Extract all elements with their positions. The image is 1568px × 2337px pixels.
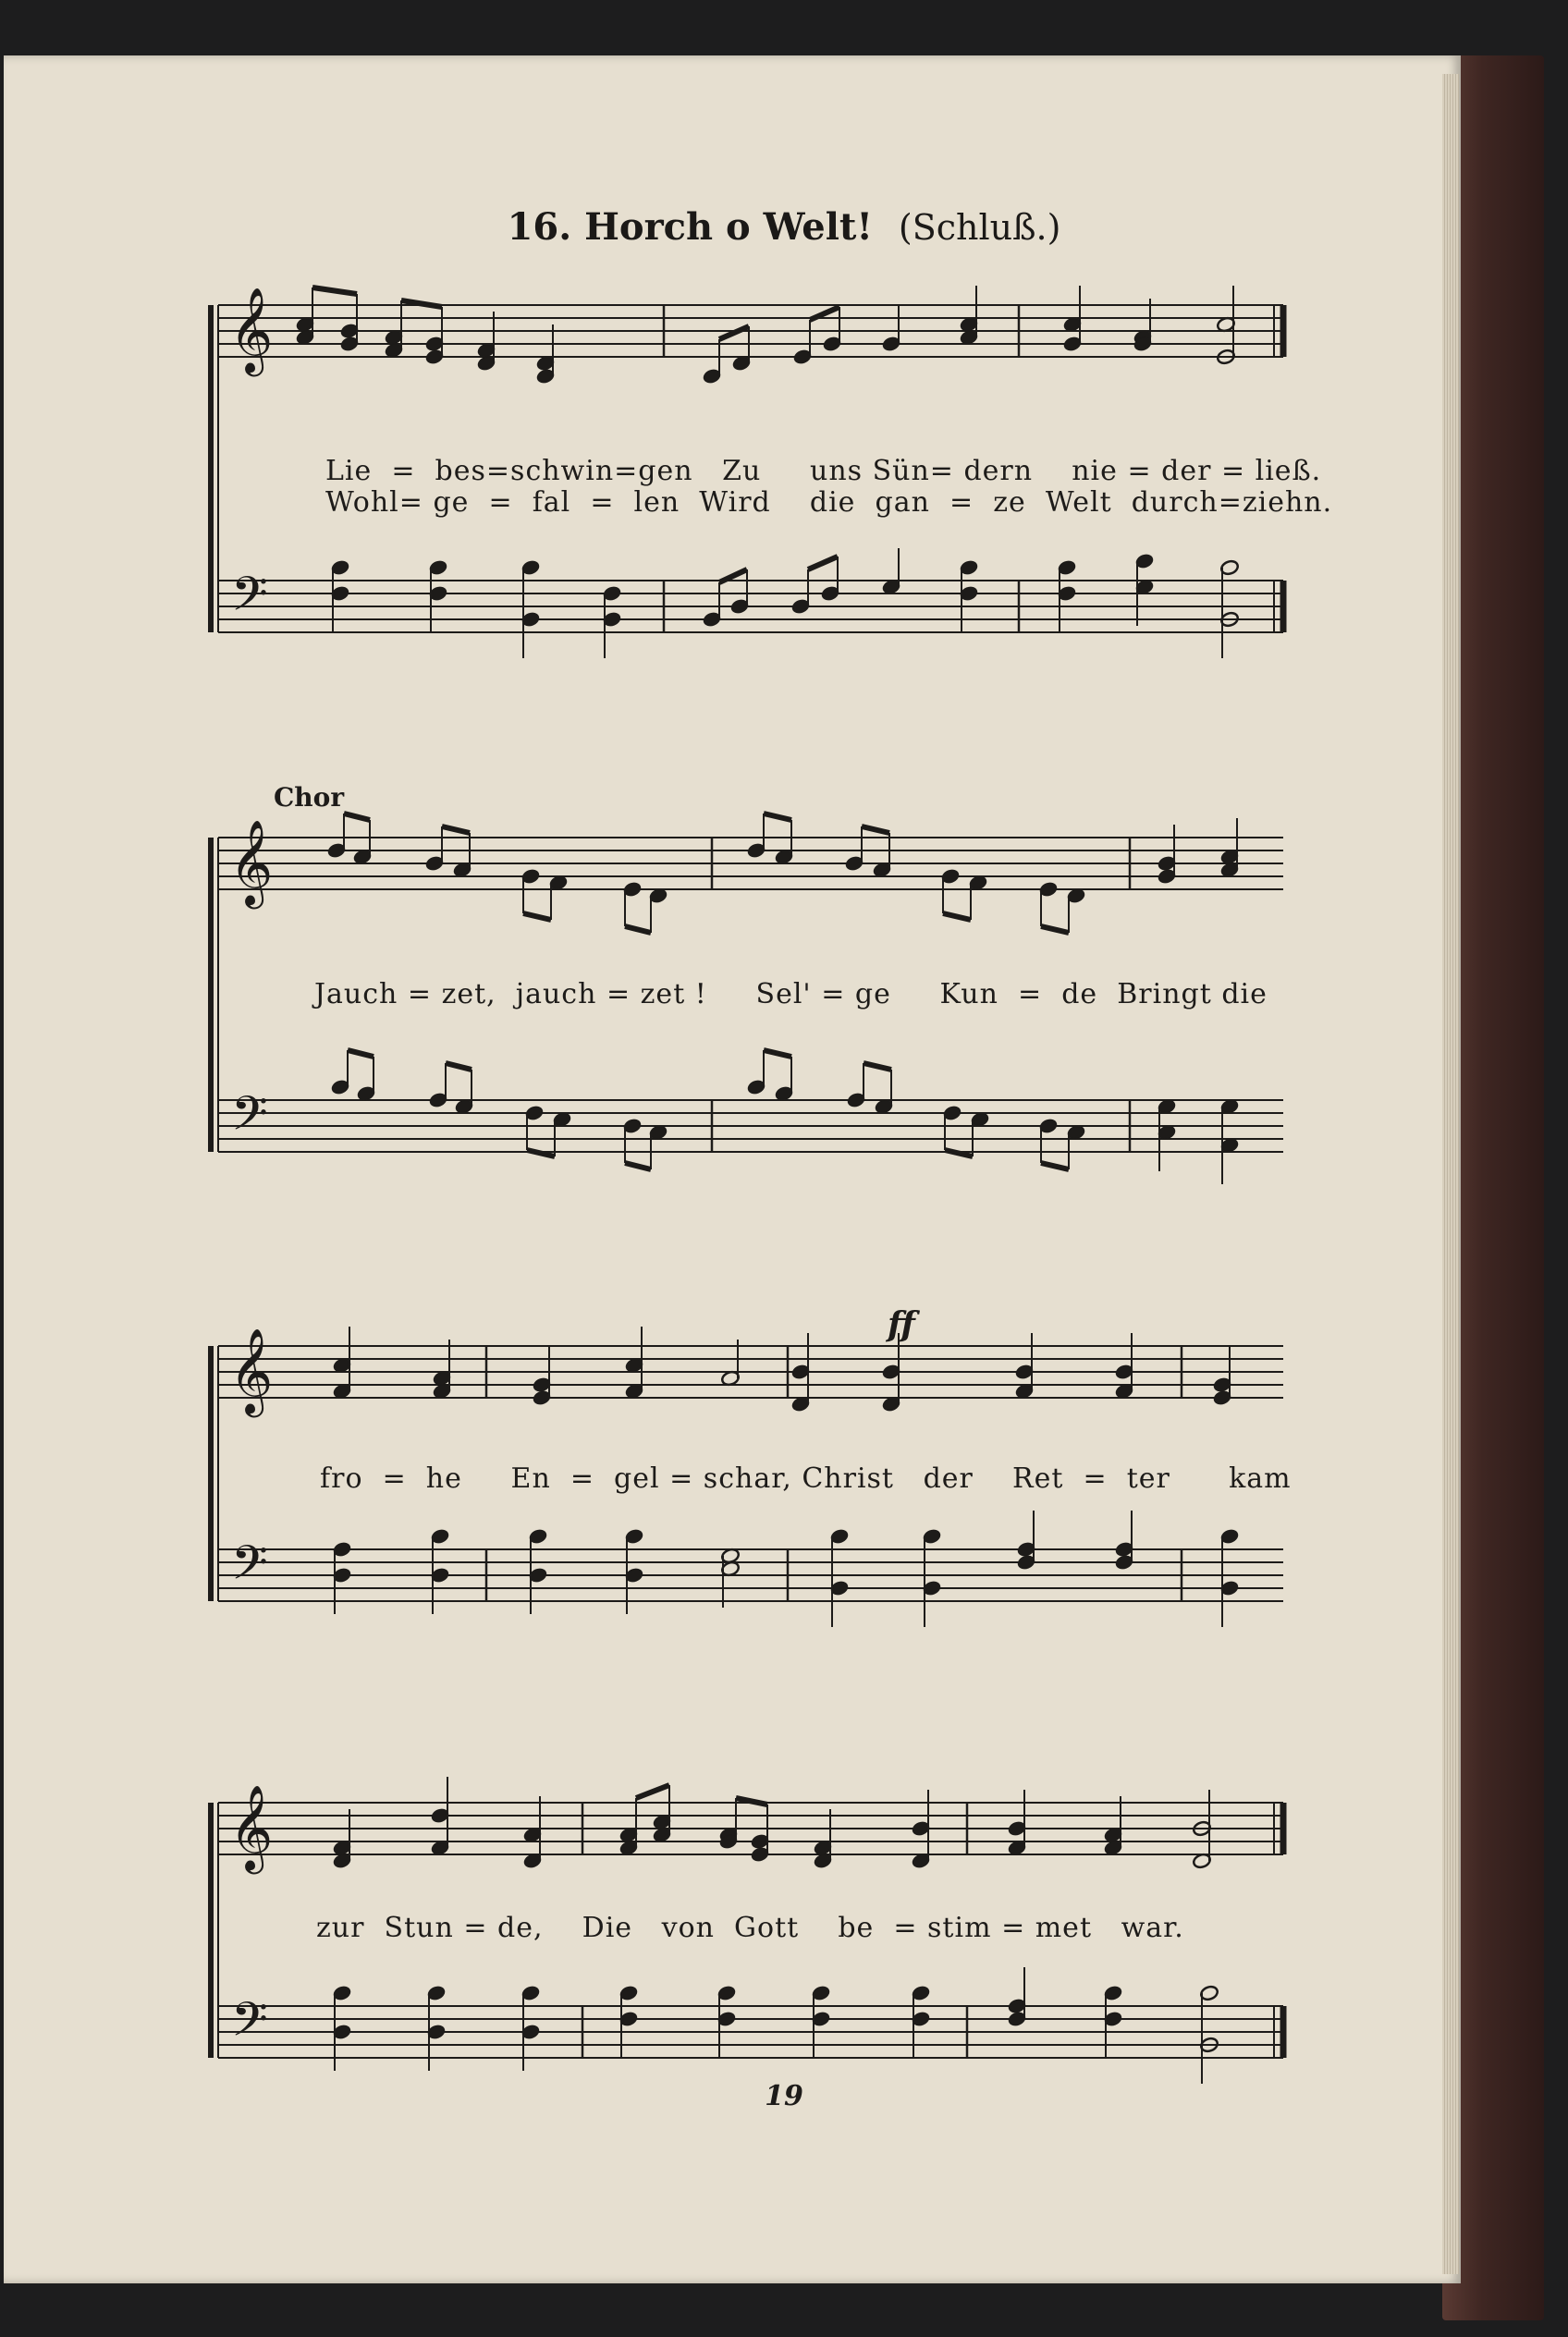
song-number: 16. bbox=[507, 205, 572, 249]
lyrics-system-4: zur Stun = de, Die von Gott be = stim = met war. bbox=[316, 1912, 1184, 1944]
chor-label: Chor bbox=[274, 782, 345, 813]
beam bbox=[943, 913, 971, 920]
beam bbox=[1041, 1163, 1069, 1169]
lyrics-system-1-verse-2: Wohl= ge = fal = len Wird die gan = ze Welt durch=ziehn. bbox=[325, 486, 1333, 519]
song-name: Horch o Welt! bbox=[584, 205, 873, 249]
beam bbox=[1041, 926, 1069, 933]
page-number: 19 bbox=[765, 2080, 803, 2112]
treble-clef-icon: 𝄞 bbox=[229, 287, 274, 373]
beam bbox=[719, 326, 749, 339]
song-subtitle: (Schluß.) bbox=[898, 207, 1061, 248]
lyrics-system-2: Jauch = zet, jauch = zet ! Sel' = ge Kun = de Bringt die bbox=[314, 978, 1268, 1010]
beam bbox=[442, 826, 470, 833]
beam bbox=[764, 814, 791, 820]
lyrics-system-1-verse-1: Lie = bes=schwin=gen Zu uns Sün= dern nie = der = ließ. bbox=[325, 455, 1322, 487]
beam bbox=[764, 1050, 791, 1057]
beam bbox=[636, 1785, 669, 1798]
bass-clef-icon: 𝄢 bbox=[231, 566, 268, 633]
beam bbox=[625, 1163, 651, 1169]
dynamic-marking: ff bbox=[888, 1305, 915, 1344]
bass-clef-icon: 𝄢 bbox=[231, 1085, 268, 1153]
treble-clef-icon: 𝄞 bbox=[229, 1784, 274, 1870]
treble-clef-icon: 𝄞 bbox=[229, 1328, 274, 1413]
beam bbox=[348, 1050, 374, 1057]
lyrics-system-3: fro = he En = gel = schar, Christ der Ret = ter kam bbox=[320, 1462, 1292, 1495]
beam bbox=[344, 814, 370, 820]
treble-clef-icon: 𝄞 bbox=[229, 819, 274, 905]
bass-clef-icon: 𝄢 bbox=[231, 1535, 268, 1602]
bass-clef-icon: 𝄢 bbox=[231, 1991, 268, 2059]
beam bbox=[864, 1063, 891, 1070]
beam bbox=[625, 926, 651, 933]
beam bbox=[808, 557, 838, 569]
beam bbox=[312, 288, 357, 294]
beam bbox=[523, 913, 551, 920]
beam bbox=[446, 1063, 472, 1070]
beam bbox=[862, 826, 889, 833]
